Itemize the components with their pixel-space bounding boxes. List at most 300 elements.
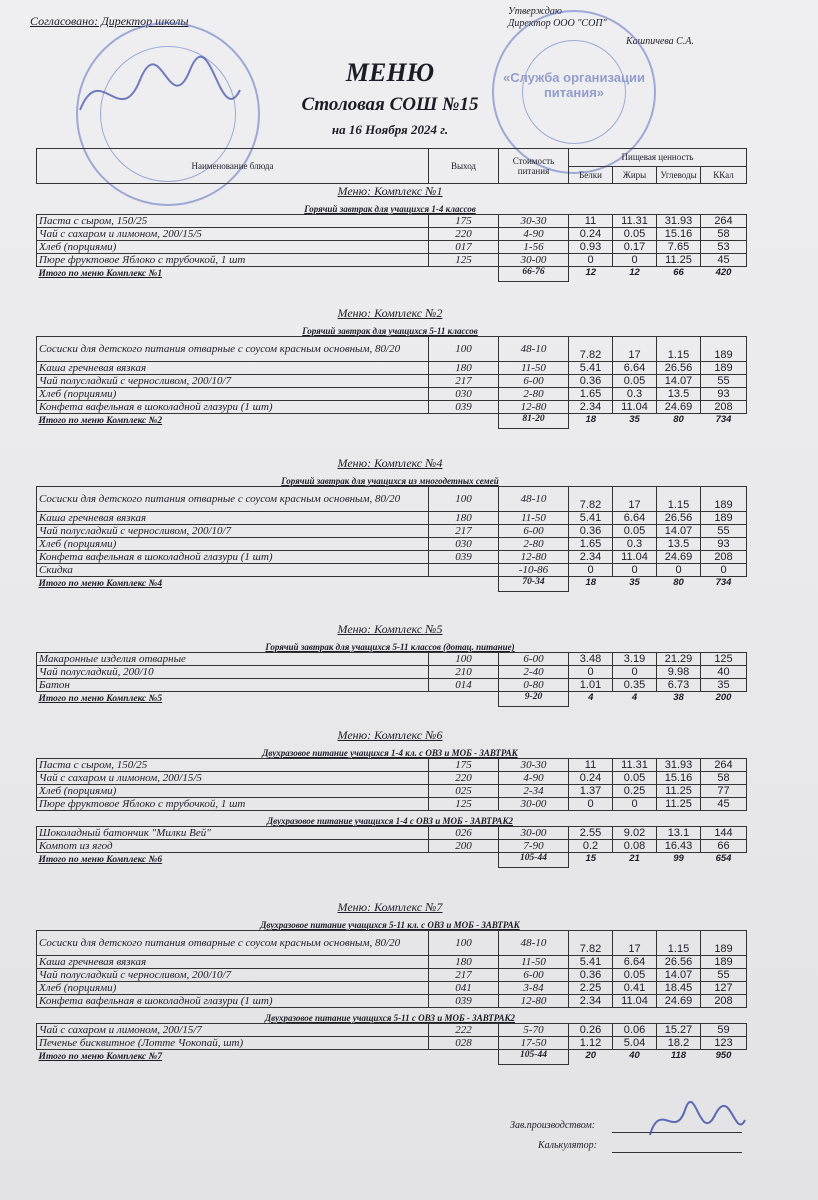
dish-protein: 2.34 bbox=[569, 551, 613, 564]
dish-kcal: 58 bbox=[701, 772, 747, 785]
dish-protein: 1.12 bbox=[569, 1037, 613, 1050]
block-subtitle: Горячий завтрак для учащихся 5-11 классов (дотац. питание) bbox=[265, 642, 515, 652]
dish-price: 48-10 bbox=[499, 337, 569, 362]
dish-fat: 0.06 bbox=[613, 1024, 657, 1037]
dish-price: 2-80 bbox=[499, 538, 569, 551]
dish-kcal: 55 bbox=[701, 375, 747, 388]
dish-price: 2-80 bbox=[499, 388, 569, 401]
dish-kcal: 45 bbox=[701, 798, 747, 811]
dish-protein: 0.2 bbox=[569, 840, 613, 853]
dish-price: 0-80 bbox=[499, 679, 569, 692]
dish-fat: 0.05 bbox=[613, 772, 657, 785]
dish-protein: 2.25 bbox=[569, 982, 613, 995]
dish-protein: 0.24 bbox=[569, 228, 613, 241]
dish-price: -10-86 bbox=[499, 564, 569, 577]
block-subtitle: Двухразовое питание учащихся 5-11 кл. с ОВЗ и МОБ - ЗАВТРАК bbox=[260, 920, 520, 930]
dish-carbs: 14.07 bbox=[657, 969, 701, 982]
dish-output: 039 bbox=[429, 995, 499, 1008]
total-price: 9-20 bbox=[499, 692, 569, 707]
dish-kcal: 123 bbox=[701, 1037, 747, 1050]
dish-kcal: 189 bbox=[701, 487, 747, 512]
dish-protein: 0.36 bbox=[569, 525, 613, 538]
dish-name: Батон bbox=[37, 679, 429, 692]
dish-kcal: 208 bbox=[701, 995, 747, 1008]
dish-output: 039 bbox=[429, 551, 499, 564]
dish-fat: 6.64 bbox=[613, 956, 657, 969]
dish-protein: 11 bbox=[569, 215, 613, 228]
page-date: на 16 Ноября 2024 г. bbox=[331, 122, 449, 137]
dish-row bbox=[37, 969, 747, 982]
dish-fat: 3.19 bbox=[613, 653, 657, 666]
dish-protein: 11 bbox=[569, 759, 613, 772]
dish-carbs: 1.15 bbox=[657, 487, 701, 512]
dish-protein: 7.82 bbox=[569, 337, 613, 362]
col-nutrition: Пищевая ценность bbox=[569, 149, 747, 167]
dish-table bbox=[36, 486, 747, 592]
col-output: Выход bbox=[429, 149, 499, 184]
block-subtitle: Двухразовое питание учащихся 1-4 с ОВЗ и МОБ - ЗАВТРАК2 bbox=[266, 816, 514, 826]
dish-name: Хлеб (порциями) bbox=[37, 785, 429, 798]
dish-price: 2-34 bbox=[499, 785, 569, 798]
dish-name: Сосиски для детского питания отварные с соусом красным основным, 80/20 bbox=[37, 931, 429, 956]
dish-output bbox=[429, 564, 499, 577]
dish-name: Сосиски для детского питания отварные с соусом красным основным, 80/20 bbox=[37, 337, 429, 362]
page-title: МЕНЮ bbox=[345, 58, 435, 87]
dish-row bbox=[37, 388, 747, 401]
dish-protein: 0.93 bbox=[569, 241, 613, 254]
section-title: Меню: Комплекс №7 bbox=[337, 900, 443, 914]
dish-name: Чай полусладкий с черносливом, 200/10/7 bbox=[37, 375, 429, 388]
dish-output: 200 bbox=[429, 840, 499, 853]
org-stamp-text: «Служба организации питания» bbox=[502, 70, 646, 100]
dish-carbs: 13.5 bbox=[657, 388, 701, 401]
dish-carbs: 26.56 bbox=[657, 512, 701, 525]
dish-name: Печенье бисквитное (Лотте Чокопай, шт) bbox=[37, 1037, 429, 1050]
total-label: Итого по меню Комплекс №7 bbox=[38, 1051, 163, 1062]
dish-kcal: 45 bbox=[701, 254, 747, 267]
dish-carbs: 9.98 bbox=[657, 666, 701, 679]
dish-name: Паста с сыром, 150/25 bbox=[37, 759, 429, 772]
dish-protein: 2.55 bbox=[569, 827, 613, 840]
dish-fat: 0 bbox=[613, 564, 657, 577]
total-fat: 21 bbox=[629, 853, 640, 864]
total-row bbox=[37, 692, 747, 707]
dish-name: Пюре фруктовое Яблоко с трубочкой, 1 шт bbox=[37, 798, 429, 811]
dish-price: 5-70 bbox=[499, 1024, 569, 1037]
dish-fat: 6.64 bbox=[613, 512, 657, 525]
dish-output: 220 bbox=[429, 772, 499, 785]
total-spacer bbox=[429, 692, 499, 707]
total-fat: 40 bbox=[629, 1050, 640, 1061]
dish-row bbox=[37, 401, 747, 414]
dish-table bbox=[36, 826, 747, 868]
dish-price: 1-56 bbox=[499, 241, 569, 254]
total-carbs: 118 bbox=[670, 1050, 687, 1061]
dish-table bbox=[36, 1023, 747, 1065]
dish-carbs: 18.2 bbox=[657, 1037, 701, 1050]
col-kcal: ККал bbox=[701, 166, 747, 184]
dish-price: 11-50 bbox=[499, 512, 569, 525]
dish-carbs: 31.93 bbox=[657, 215, 701, 228]
dish-protein: 0 bbox=[569, 666, 613, 679]
dish-price: 11-50 bbox=[499, 362, 569, 375]
dish-protein: 2.34 bbox=[569, 995, 613, 1008]
dish-output: 100 bbox=[429, 337, 499, 362]
dish-carbs: 26.56 bbox=[657, 956, 701, 969]
dish-carbs: 0 bbox=[657, 564, 701, 577]
dish-fat: 0.35 bbox=[613, 679, 657, 692]
dish-fat: 0.08 bbox=[613, 840, 657, 853]
dish-row bbox=[37, 538, 747, 551]
dish-fat: 0.05 bbox=[613, 228, 657, 241]
dish-protein: 0 bbox=[569, 564, 613, 577]
dish-fat: 5.04 bbox=[613, 1037, 657, 1050]
dish-name: Конфета вафельная в шоколадной глазури (1 шт) bbox=[37, 995, 429, 1008]
approved-label: Утверждаю bbox=[508, 6, 562, 17]
dish-name: Каша гречневая вязкая bbox=[37, 956, 429, 969]
block-subtitle: Двухразовое питание учащихся 1-4 кл. с ОВЗ и МОБ - ЗАВТРАК bbox=[262, 748, 518, 758]
section-title: Меню: Комплекс №6 bbox=[337, 728, 443, 742]
dish-row bbox=[37, 241, 747, 254]
dish-kcal: 35 bbox=[701, 679, 747, 692]
total-spacer bbox=[429, 1050, 499, 1065]
dish-fat: 11.31 bbox=[613, 215, 657, 228]
total-row bbox=[37, 577, 747, 592]
dish-fat: 17 bbox=[613, 487, 657, 512]
dish-protein: 2.34 bbox=[569, 401, 613, 414]
dish-fat: 17 bbox=[613, 931, 657, 956]
dish-row bbox=[37, 1037, 747, 1050]
dish-carbs: 11.25 bbox=[657, 254, 701, 267]
dish-fat: 0.25 bbox=[613, 785, 657, 798]
approver-name: Кашпичева С.А. bbox=[626, 36, 694, 47]
dish-name: Чай с сахаром и лимоном, 200/15/5 bbox=[37, 228, 429, 241]
block-subtitle: Горячий завтрак для учащихся 5-11 классов bbox=[302, 326, 478, 336]
dish-name: Чай полусладкий с черносливом, 200/10/7 bbox=[37, 969, 429, 982]
total-carbs: 66 bbox=[673, 267, 684, 278]
dish-output: 180 bbox=[429, 362, 499, 375]
total-protein: 4 bbox=[588, 692, 594, 703]
dish-row bbox=[37, 362, 747, 375]
dish-carbs: 24.69 bbox=[657, 995, 701, 1008]
dish-row bbox=[37, 931, 747, 956]
dish-carbs: 11.25 bbox=[657, 785, 701, 798]
approval-left: Согласовано: Директор школы bbox=[30, 14, 189, 28]
block-subtitle: Горячий завтрак для учащихся из многодетных семей bbox=[281, 476, 499, 486]
dish-kcal: 208 bbox=[701, 551, 747, 564]
dish-carbs: 14.07 bbox=[657, 375, 701, 388]
dish-carbs: 13.5 bbox=[657, 538, 701, 551]
dish-row bbox=[37, 982, 747, 995]
dish-output: 030 bbox=[429, 388, 499, 401]
dish-fat: 0.05 bbox=[613, 375, 657, 388]
dish-fat: 0 bbox=[613, 666, 657, 679]
dish-kcal: 189 bbox=[701, 337, 747, 362]
dish-protein: 0.26 bbox=[569, 1024, 613, 1037]
dish-name: Конфета вафельная в шоколадной глазури (1 шт) bbox=[37, 401, 429, 414]
dish-price: 7-90 bbox=[499, 840, 569, 853]
dish-kcal: 0 bbox=[701, 564, 747, 577]
dish-row bbox=[37, 337, 747, 362]
dish-output: 014 bbox=[429, 679, 499, 692]
dish-carbs: 24.69 bbox=[657, 551, 701, 564]
dish-output: 100 bbox=[429, 487, 499, 512]
dish-protein: 0.36 bbox=[569, 969, 613, 982]
dish-kcal: 189 bbox=[701, 956, 747, 969]
col-name: Наименование блюда bbox=[37, 149, 429, 184]
dish-kcal: 189 bbox=[701, 512, 747, 525]
dish-fat: 6.64 bbox=[613, 362, 657, 375]
dish-row bbox=[37, 956, 747, 969]
dish-row bbox=[37, 798, 747, 811]
dish-carbs: 24.69 bbox=[657, 401, 701, 414]
total-kcal: 950 bbox=[715, 1050, 732, 1061]
section-title: Меню: Комплекс №4 bbox=[337, 456, 443, 470]
dish-output: 100 bbox=[429, 931, 499, 956]
total-protein: 18 bbox=[585, 414, 597, 425]
total-carbs: 80 bbox=[673, 577, 684, 588]
total-fat: 4 bbox=[631, 692, 638, 703]
dish-kcal: 93 bbox=[701, 538, 747, 551]
dish-output: 180 bbox=[429, 512, 499, 525]
dish-carbs: 7.65 bbox=[657, 241, 701, 254]
dish-fat: 0.05 bbox=[613, 969, 657, 982]
dish-price: 11-50 bbox=[499, 956, 569, 969]
dish-price: 30-00 bbox=[499, 798, 569, 811]
section-title: Меню: Комплекс №5 bbox=[337, 622, 443, 636]
dish-carbs: 21.29 bbox=[657, 653, 701, 666]
dish-table bbox=[36, 652, 747, 707]
dish-fat: 17 bbox=[613, 337, 657, 362]
dish-row bbox=[37, 653, 747, 666]
total-kcal: 654 bbox=[715, 853, 732, 864]
dish-price: 30-00 bbox=[499, 827, 569, 840]
dish-output: 039 bbox=[429, 401, 499, 414]
column-header bbox=[36, 148, 747, 184]
total-price: 81-20 bbox=[499, 414, 569, 429]
dish-kcal: 55 bbox=[701, 969, 747, 982]
dish-fat: 11.31 bbox=[613, 759, 657, 772]
dish-row bbox=[37, 228, 747, 241]
dish-row bbox=[37, 1024, 747, 1037]
total-kcal: 734 bbox=[715, 577, 732, 588]
dish-row bbox=[37, 679, 747, 692]
dish-protein: 3.48 bbox=[569, 653, 613, 666]
dish-name: Хлеб (порциями) bbox=[37, 241, 429, 254]
dish-row bbox=[37, 666, 747, 679]
dish-output: 210 bbox=[429, 666, 499, 679]
dish-carbs: 14.07 bbox=[657, 525, 701, 538]
dish-price: 3-84 bbox=[499, 982, 569, 995]
block-subtitle: Горячий завтрак для учащихся 1-4 классов bbox=[304, 204, 476, 214]
dish-fat: 0.05 bbox=[613, 525, 657, 538]
col-price: Стоимость питания bbox=[499, 149, 569, 184]
dish-protein: 5.41 bbox=[569, 362, 613, 375]
dish-carbs: 6.73 bbox=[657, 679, 701, 692]
dish-kcal: 208 bbox=[701, 401, 747, 414]
dish-output: 041 bbox=[429, 982, 499, 995]
dish-kcal: 127 bbox=[701, 982, 747, 995]
dish-row bbox=[37, 759, 747, 772]
dish-protein: 0 bbox=[569, 254, 613, 267]
dish-output: 017 bbox=[429, 241, 499, 254]
dish-row bbox=[37, 772, 747, 785]
dish-table bbox=[36, 336, 747, 429]
dish-output: 217 bbox=[429, 525, 499, 538]
dish-output: 222 bbox=[429, 1024, 499, 1037]
section-title: Меню: Комплекс №1 bbox=[337, 184, 443, 198]
dish-price: 17-50 bbox=[499, 1037, 569, 1050]
calculator-signature-line bbox=[612, 1152, 742, 1153]
dish-protein: 0.36 bbox=[569, 375, 613, 388]
total-fat: 12 bbox=[629, 267, 640, 278]
dish-row bbox=[37, 254, 747, 267]
dish-fat: 0 bbox=[613, 798, 657, 811]
dish-fat: 0.41 bbox=[613, 982, 657, 995]
total-fat: 35 bbox=[629, 577, 640, 588]
dish-kcal: 55 bbox=[701, 525, 747, 538]
total-label: Итого по меню Комплекс №2 bbox=[38, 415, 163, 426]
dish-name: Хлеб (порциями) bbox=[37, 388, 429, 401]
dish-protein: 1.01 bbox=[569, 679, 613, 692]
dish-name: Паста с сыром, 150/25 bbox=[37, 215, 429, 228]
dish-fat: 0 bbox=[613, 254, 657, 267]
dish-price: 12-80 bbox=[499, 995, 569, 1008]
page-subtitle: Столовая СОШ №15 bbox=[301, 94, 479, 115]
dish-output: 180 bbox=[429, 956, 499, 969]
dish-row bbox=[37, 995, 747, 1008]
dish-table bbox=[36, 758, 747, 811]
total-row bbox=[37, 414, 747, 429]
dish-output: 030 bbox=[429, 538, 499, 551]
dish-kcal: 264 bbox=[701, 215, 747, 228]
dish-output: 100 bbox=[429, 653, 499, 666]
dish-price: 4-90 bbox=[499, 772, 569, 785]
dish-price: 30-00 bbox=[499, 254, 569, 267]
col-protein: Белки bbox=[569, 166, 613, 184]
dish-row bbox=[37, 375, 747, 388]
total-carbs: 80 bbox=[673, 414, 684, 425]
dish-name: Скидка bbox=[37, 564, 429, 577]
dish-carbs: 1.15 bbox=[657, 931, 701, 956]
dish-name: Конфета вафельная в шоколадной глазури (1 шт) bbox=[37, 551, 429, 564]
dish-name: Каша гречневая вязкая bbox=[37, 512, 429, 525]
dish-kcal: 144 bbox=[701, 827, 747, 840]
dish-price: 6-00 bbox=[499, 653, 569, 666]
dish-protein: 7.82 bbox=[569, 931, 613, 956]
dish-row bbox=[37, 564, 747, 577]
dish-kcal: 40 bbox=[701, 666, 747, 679]
dish-kcal: 189 bbox=[701, 931, 747, 956]
approver-position: Директор ООО "СОП" bbox=[508, 18, 607, 29]
total-label: Итого по меню Комплекс №1 bbox=[38, 268, 163, 279]
dish-output: 220 bbox=[429, 228, 499, 241]
dish-protein: 5.41 bbox=[569, 512, 613, 525]
dish-row bbox=[37, 551, 747, 564]
total-protein: 18 bbox=[585, 577, 597, 588]
total-kcal: 200 bbox=[715, 692, 732, 703]
total-row bbox=[37, 853, 747, 868]
dish-carbs: 1.15 bbox=[657, 337, 701, 362]
dish-carbs: 15.27 bbox=[657, 1024, 701, 1037]
dish-kcal: 125 bbox=[701, 653, 747, 666]
col-fat: Жиры bbox=[613, 166, 657, 184]
dish-name: Чай с сахаром и лимоном, 200/15/5 bbox=[37, 772, 429, 785]
total-protein: 12 bbox=[585, 267, 597, 278]
footer-manager-label: Зав.производством: bbox=[510, 1120, 596, 1131]
dish-kcal: 59 bbox=[701, 1024, 747, 1037]
total-spacer bbox=[429, 267, 499, 282]
dish-output: 026 bbox=[429, 827, 499, 840]
total-label: Итого по меню Комплекс №5 bbox=[38, 693, 163, 704]
dish-protein: 1.65 bbox=[569, 538, 613, 551]
total-kcal: 420 bbox=[715, 267, 732, 278]
total-row bbox=[37, 267, 747, 282]
dish-price: 30-30 bbox=[499, 215, 569, 228]
dish-row bbox=[37, 512, 747, 525]
dish-output: 125 bbox=[429, 798, 499, 811]
dish-price: 12-80 bbox=[499, 401, 569, 414]
total-carbs: 99 bbox=[673, 853, 684, 864]
dish-fat: 0.3 bbox=[613, 538, 657, 551]
dish-name: Шоколадный батончик "Милки Вей" bbox=[37, 827, 429, 840]
block-subtitle: Двухразовое питание учащихся 5-11 с ОВЗ и МОБ - ЗАВТРАК2 bbox=[264, 1013, 516, 1023]
dish-kcal: 93 bbox=[701, 388, 747, 401]
dish-carbs: 11.25 bbox=[657, 798, 701, 811]
dish-name: Макаронные изделия отварные bbox=[37, 653, 429, 666]
dish-name: Хлеб (порциями) bbox=[37, 538, 429, 551]
dish-output: 028 bbox=[429, 1037, 499, 1050]
dish-protein: 1.65 bbox=[569, 388, 613, 401]
col-carbs: Углеводы bbox=[657, 166, 701, 184]
dish-carbs: 26.56 bbox=[657, 362, 701, 375]
dish-price: 2-40 bbox=[499, 666, 569, 679]
dish-row bbox=[37, 827, 747, 840]
dish-price: 12-80 bbox=[499, 551, 569, 564]
dish-kcal: 66 bbox=[701, 840, 747, 853]
dish-kcal: 77 bbox=[701, 785, 747, 798]
total-protein: 15 bbox=[585, 853, 597, 864]
dish-kcal: 53 bbox=[701, 241, 747, 254]
dish-protein: 7.82 bbox=[569, 487, 613, 512]
dish-row bbox=[37, 487, 747, 512]
dish-carbs: 15.16 bbox=[657, 228, 701, 241]
total-price: 66-76 bbox=[499, 267, 569, 282]
total-kcal: 734 bbox=[715, 414, 732, 425]
dish-output: 175 bbox=[429, 215, 499, 228]
dish-name: Чай полусладкий с черносливом, 200/10/7 bbox=[37, 525, 429, 538]
dish-price: 6-00 bbox=[499, 375, 569, 388]
dish-protein: 5.41 bbox=[569, 956, 613, 969]
total-label: Итого по меню Комплекс №4 bbox=[38, 578, 163, 589]
dish-name: Пюре фруктовое Яблоко с трубочкой, 1 шт bbox=[37, 254, 429, 267]
dish-carbs: 13.1 bbox=[657, 827, 701, 840]
total-protein: 20 bbox=[585, 1050, 597, 1061]
dish-kcal: 189 bbox=[701, 362, 747, 375]
dish-output: 175 bbox=[429, 759, 499, 772]
dish-carbs: 18.45 bbox=[657, 982, 701, 995]
dish-row bbox=[37, 785, 747, 798]
footer-calculator-label: Калькулятор: bbox=[538, 1140, 597, 1151]
dish-protein: 0 bbox=[569, 798, 613, 811]
dish-fat: 0.3 bbox=[613, 388, 657, 401]
dish-price: 48-10 bbox=[499, 487, 569, 512]
dish-output: 025 bbox=[429, 785, 499, 798]
dish-fat: 11.04 bbox=[613, 995, 657, 1008]
dish-name: Каша гречневая вязкая bbox=[37, 362, 429, 375]
dish-carbs: 31.93 bbox=[657, 759, 701, 772]
dish-carbs: 16.43 bbox=[657, 840, 701, 853]
